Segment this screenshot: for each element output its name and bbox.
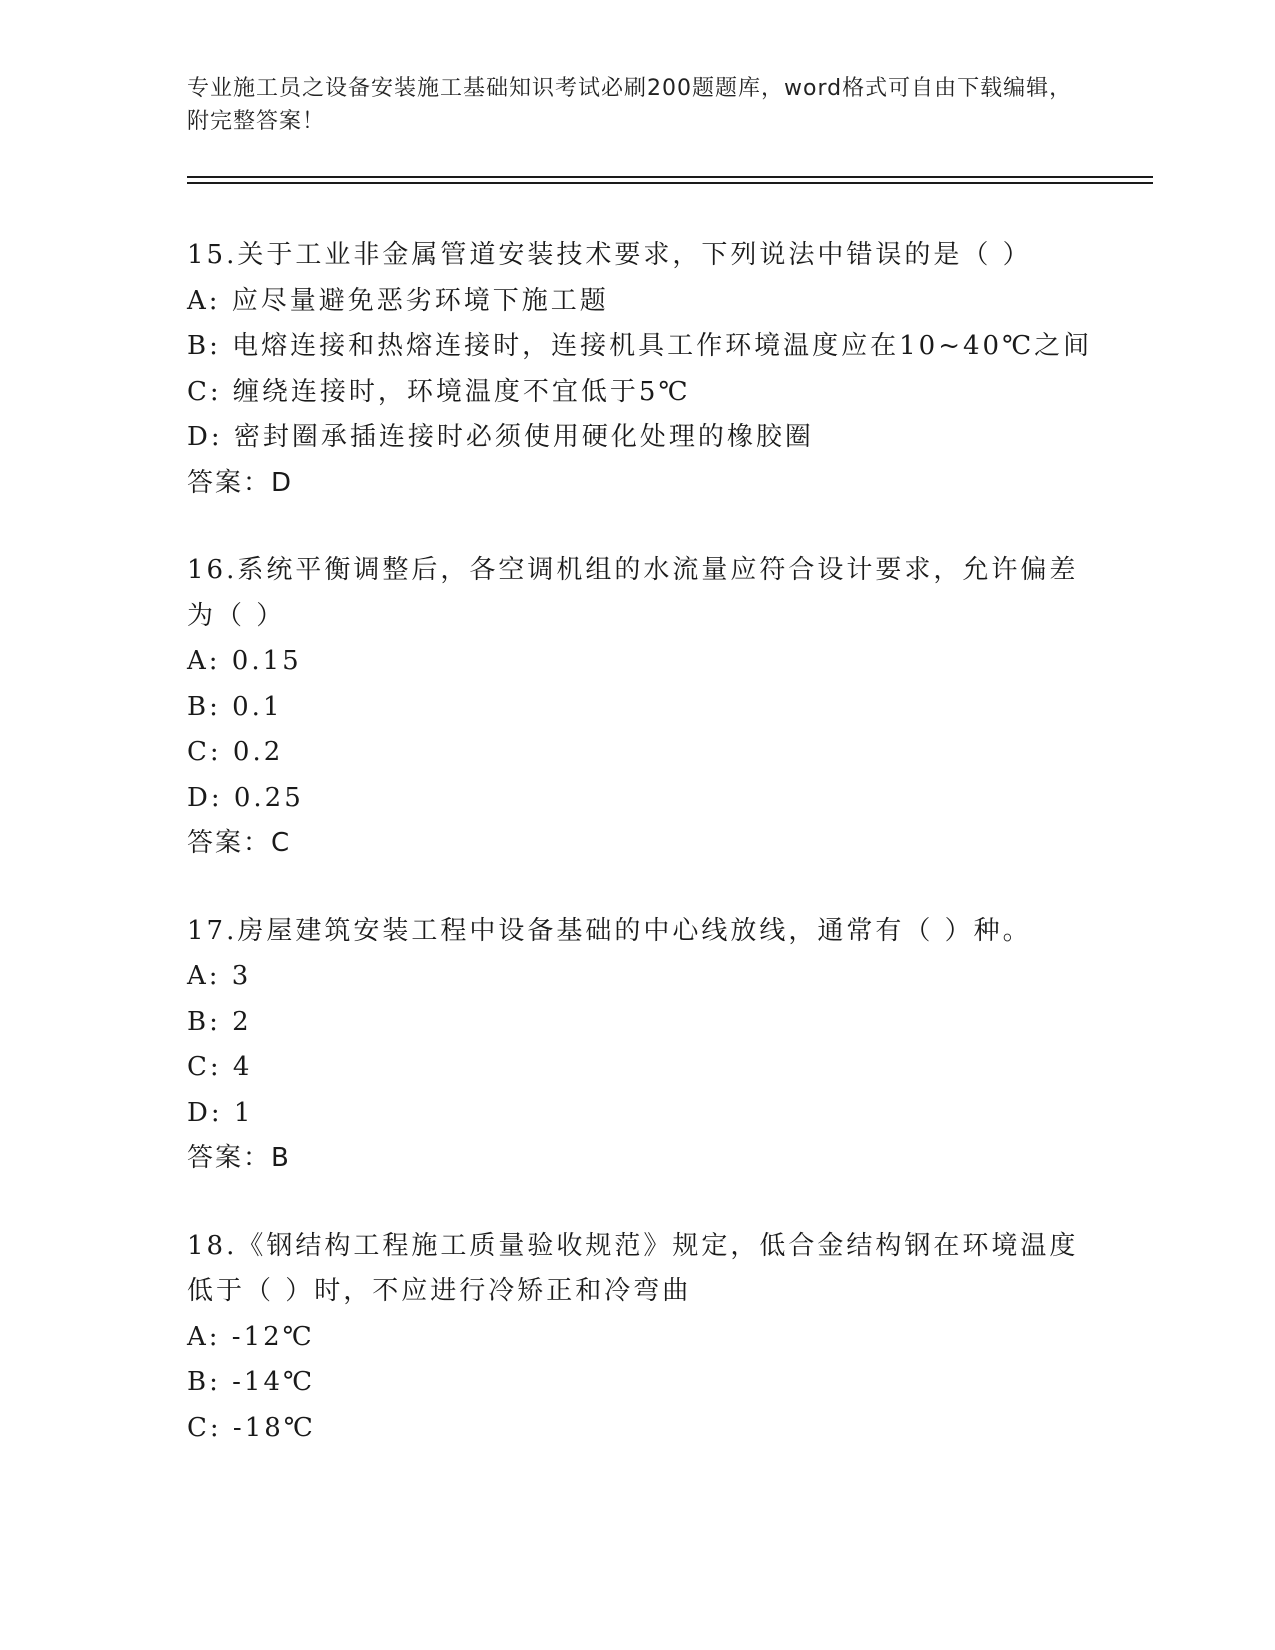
option-d: D: 1	[187, 1097, 254, 1128]
question-15	[187, 233, 1093, 506]
option-d: D: 0.25	[187, 782, 304, 813]
option-a: A: 应尽量避免恶劣环境下施工题	[187, 285, 609, 316]
header-divider-bottom	[187, 182, 1153, 184]
answer: 答案：D	[187, 467, 294, 498]
question-stem: 16.系统平衡调整后，各空调机组的水流量应符合设计要求，允许偏差为（ ）	[187, 555, 1079, 631]
question-16	[187, 548, 1087, 867]
answer: 答案：C	[187, 828, 292, 858]
option-a: A: 3	[187, 961, 252, 991]
header-title: 专业施工员之设备安装施工基础知识考试必刷200题题库，word格式可自由下载编辑，附完整答案！	[187, 76, 1073, 134]
option-c: C: -18℃	[187, 1412, 316, 1443]
option-a: A: -12℃	[187, 1321, 315, 1352]
document-header	[187, 72, 1087, 138]
question-18	[187, 1224, 1087, 1452]
option-b: B: -14℃	[187, 1367, 316, 1397]
question-list	[187, 233, 1093, 1493]
option-b: B: 电熔连接和热熔连接时，连接机具工作环境温度应在10~40℃之间	[187, 331, 1093, 361]
option-b: B: 2	[187, 1006, 252, 1037]
header-divider-top	[187, 176, 1153, 178]
question-17	[187, 909, 1087, 1182]
option-b: B: 0.1	[187, 691, 283, 722]
question-stem: 18.《钢结构工程施工质量验收规范》规定，低合金结构钢在环境温度低于（ ）时，不应进行冷矫正和冷弯曲	[187, 1230, 1079, 1306]
option-c: C: 4	[187, 1052, 253, 1082]
question-stem: 15.关于工业非金属管道安装技术要求，下列说法中错误的是（ ）	[187, 240, 1032, 270]
answer: 答案：B	[187, 1143, 291, 1173]
option-c: C: 缠绕连接时，环境温度不宜低于5℃	[187, 376, 691, 407]
option-d: D: 密封圈承插连接时必须使用硬化处理的橡胶圈	[187, 422, 814, 452]
option-a: A: 0.15	[187, 646, 302, 676]
question-stem: 17.房屋建筑安装工程中设备基础的中心线放线，通常有（ ）种。	[187, 915, 1032, 946]
option-c: C: 0.2	[187, 737, 284, 767]
